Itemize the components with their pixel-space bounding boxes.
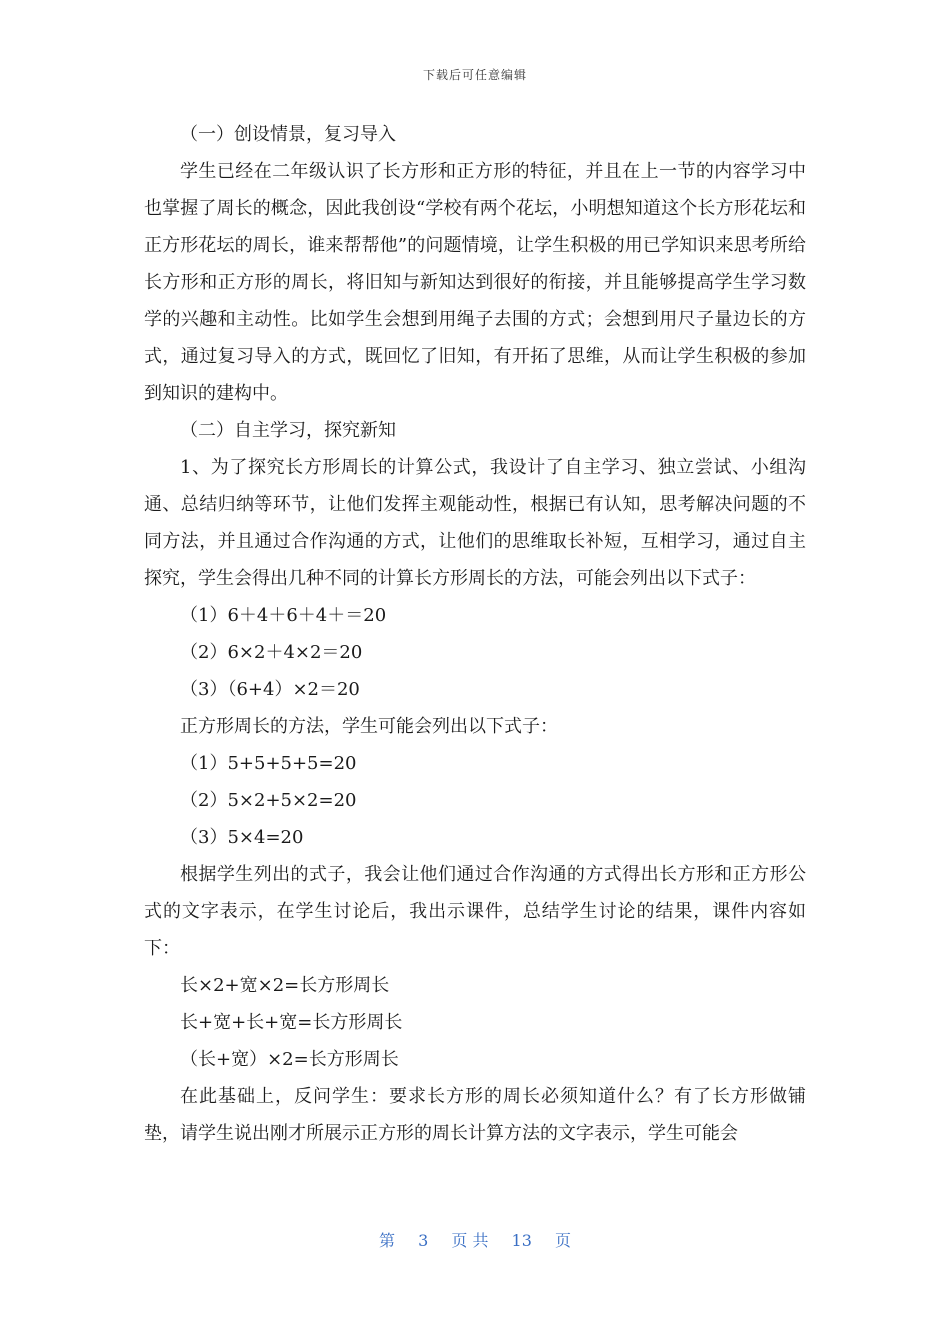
page-header: 下载后可任意编辑 xyxy=(422,68,527,82)
paragraph: 正方形周长的方法，学生可能会列出以下式子： xyxy=(180,716,558,737)
page-number-suffix: 页 xyxy=(555,1231,572,1250)
document-body xyxy=(144,116,806,1152)
section-heading-2: （二）自主学习，探究新知 xyxy=(180,420,396,441)
formula-line: 长+宽+长+宽=长方形周长 xyxy=(180,1012,403,1033)
formula-line: 长×2+宽×2=长方形周长 xyxy=(180,975,390,996)
formula-line: （1）5+5+5+5=20 xyxy=(180,753,357,774)
formula-line: （1）6＋4＋6＋4＋＝20 xyxy=(180,605,387,626)
current-page-number: 3 xyxy=(418,1231,429,1250)
formula-line: （2）5×2+5×2=20 xyxy=(180,790,357,811)
total-page-count: 13 xyxy=(511,1231,532,1250)
formula-line: （2）6×2＋4×2＝20 xyxy=(180,642,363,663)
formula-line: （长+宽）×2=长方形周长 xyxy=(180,1049,399,1070)
section-heading-1: （一）创设情景，复习导入 xyxy=(180,124,396,145)
page-number-prefix: 第 xyxy=(378,1231,395,1250)
paragraph: 根据学生列出的式子，我会让他们通过合作沟通的方式得出长方形和正方形公式的文字表示，在学生讨论后，我出示课件，总结学生讨论的结果，课件内容如下： xyxy=(144,864,806,959)
page-number-middle: 页 共 xyxy=(451,1231,489,1250)
paragraph: 学生已经在二年级认识了长方形和正方形的特征，并且在上一节的内容学习中也掌握了周长的概念，因此我创设“学校有两个花坛，小明想知道这个长方形花坛和正方形花坛的周长，谁来帮帮他”的问题情境，让学生积极的用已学知识来思考所给长方形和正方形的周长，将旧知与新知达到很好的衔接，并且能够提高学生学习数学的兴趣和主动性。比如学生会想到用绳子去围的方式；会想到用尺子量边长的方式，通过复习导入的方式，既回忆了旧知，有开拓了思维，从而让学生积极的参加到知识的建构中。 xyxy=(144,161,806,404)
paragraph: 在此基础上，反问学生：要求长方形的周长必须知道什么？有了长方形做铺垫，请学生说出刚才所展示正方形的周长计算方法的文字表示，学生可能会 xyxy=(144,1086,806,1144)
formula-line: （3）（6+4）×2＝20 xyxy=(180,679,360,700)
paragraph: 1、为了探究长方形周长的计算公式，我设计了自主学习、独立尝试、小组沟通、总结归纳等环节，让他们发挥主观能动性，根据已有认知，思考解决问题的不同方法，并且通过合作沟通的方式，让他们的思维取长补短，互相学习，通过自主探究，学生会得出几种不同的计算长方形周长的方法，可能会列出以下式子： xyxy=(144,457,806,589)
formula-line: （3）5×4=20 xyxy=(180,827,304,848)
page-footer xyxy=(0,1228,950,1251)
